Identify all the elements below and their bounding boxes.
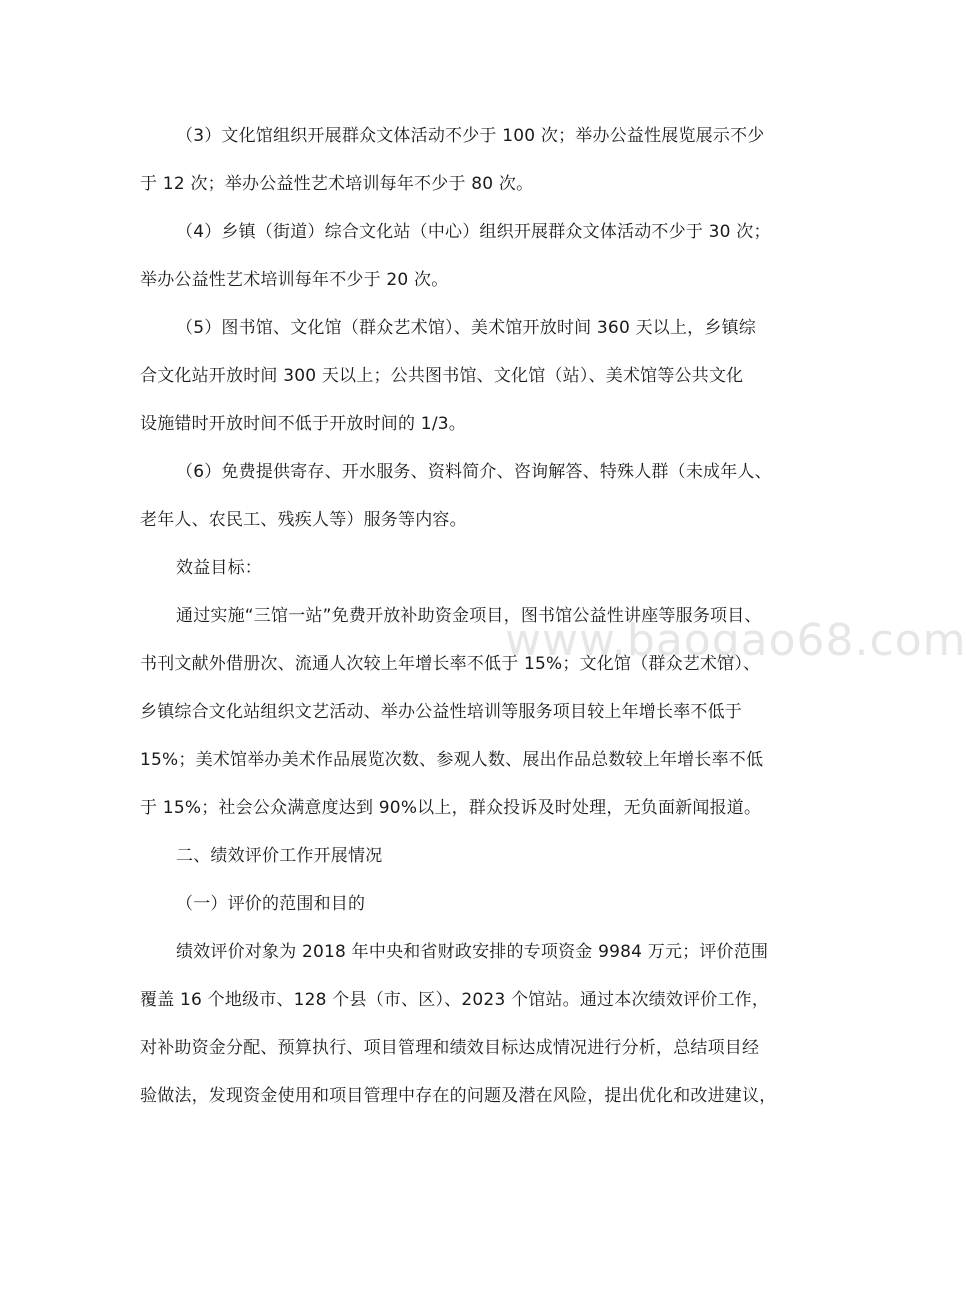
watermark: www.baogao68.com (505, 615, 966, 666)
scope-paragraph-line-2: 覆盖 16 个地级市、128 个县（市、区）、2023 个馆站。通过本次绩效评价工作， (140, 990, 770, 1010)
benefit-goal-heading: 效益目标： (176, 558, 262, 578)
subsection-heading-1: （一）评价的范围和目的 (176, 894, 366, 914)
scope-paragraph-line-3: 对补助资金分配、预算执行、项目管理和绩效目标达成情况进行分析，总结项目经 (140, 1038, 760, 1058)
paragraph-3-line-1: （3）文化馆组织开展群众文体活动不少于 100 次；举办公益性展览展示不少 (176, 126, 765, 146)
benefit-paragraph-line-2: 书刊文献外借册次、流通人次较上年增长率不低于 15%；文化馆（群众艺术馆）、 (140, 654, 761, 674)
benefit-paragraph-line-1: 通过实施“三馆一站”免费开放补助资金项目，图书馆公益性讲座等服务项目、 (176, 606, 762, 626)
benefit-paragraph-line-3: 乡镇综合文化站组织文艺活动、举办公益性培训等服务项目较上年增长率不低于 (140, 702, 742, 722)
paragraph-4-line-2: 举办公益性艺术培训每年不少于 20 次。 (140, 270, 449, 290)
paragraph-6-line-1: （6）免费提供寄存、开水服务、资料简介、咨询解答、特殊人群（未成年人、 (176, 462, 772, 482)
paragraph-6-line-2: 老年人、农民工、残疾人等）服务等内容。 (140, 510, 467, 530)
paragraph-4-line-1: （4）乡镇（街道）综合文化站（中心）组织开展群众文体活动不少于 30 次； (176, 222, 771, 242)
paragraph-3-line-2: 于 12 次；举办公益性艺术培训每年不少于 80 次。 (140, 174, 534, 194)
benefit-paragraph-line-4: 15%；美术馆举办美术作品展览次数、参观人数、展出作品总数较上年增长率不低 (140, 750, 764, 770)
section-heading-2: 二、绩效评价工作开展情况 (176, 846, 383, 866)
paragraph-5-line-2: 合文化站开放时间 300 天以上；公共图书馆、文化馆（站）、美术馆等公共文化 (140, 366, 744, 386)
scope-paragraph-line-1: 绩效评价对象为 2018 年中央和省财政安排的专项资金 9984 万元；评价范围 (176, 942, 769, 962)
benefit-paragraph-line-5: 于 15%；社会公众满意度达到 90%以上，群众投诉及时处理，无负面新闻报道。 (140, 798, 762, 818)
scope-paragraph-line-4: 验做法，发现资金使用和项目管理中存在的问题及潜在风险，提出优化和改进建议， (140, 1086, 777, 1106)
paragraph-5-line-3: 设施错时开放时间不低于开放时间的 1/3。 (140, 414, 466, 434)
paragraph-5-line-1: （5）图书馆、文化馆（群众艺术馆）、美术馆开放时间 360 天以上，乡镇综 (176, 318, 756, 338)
